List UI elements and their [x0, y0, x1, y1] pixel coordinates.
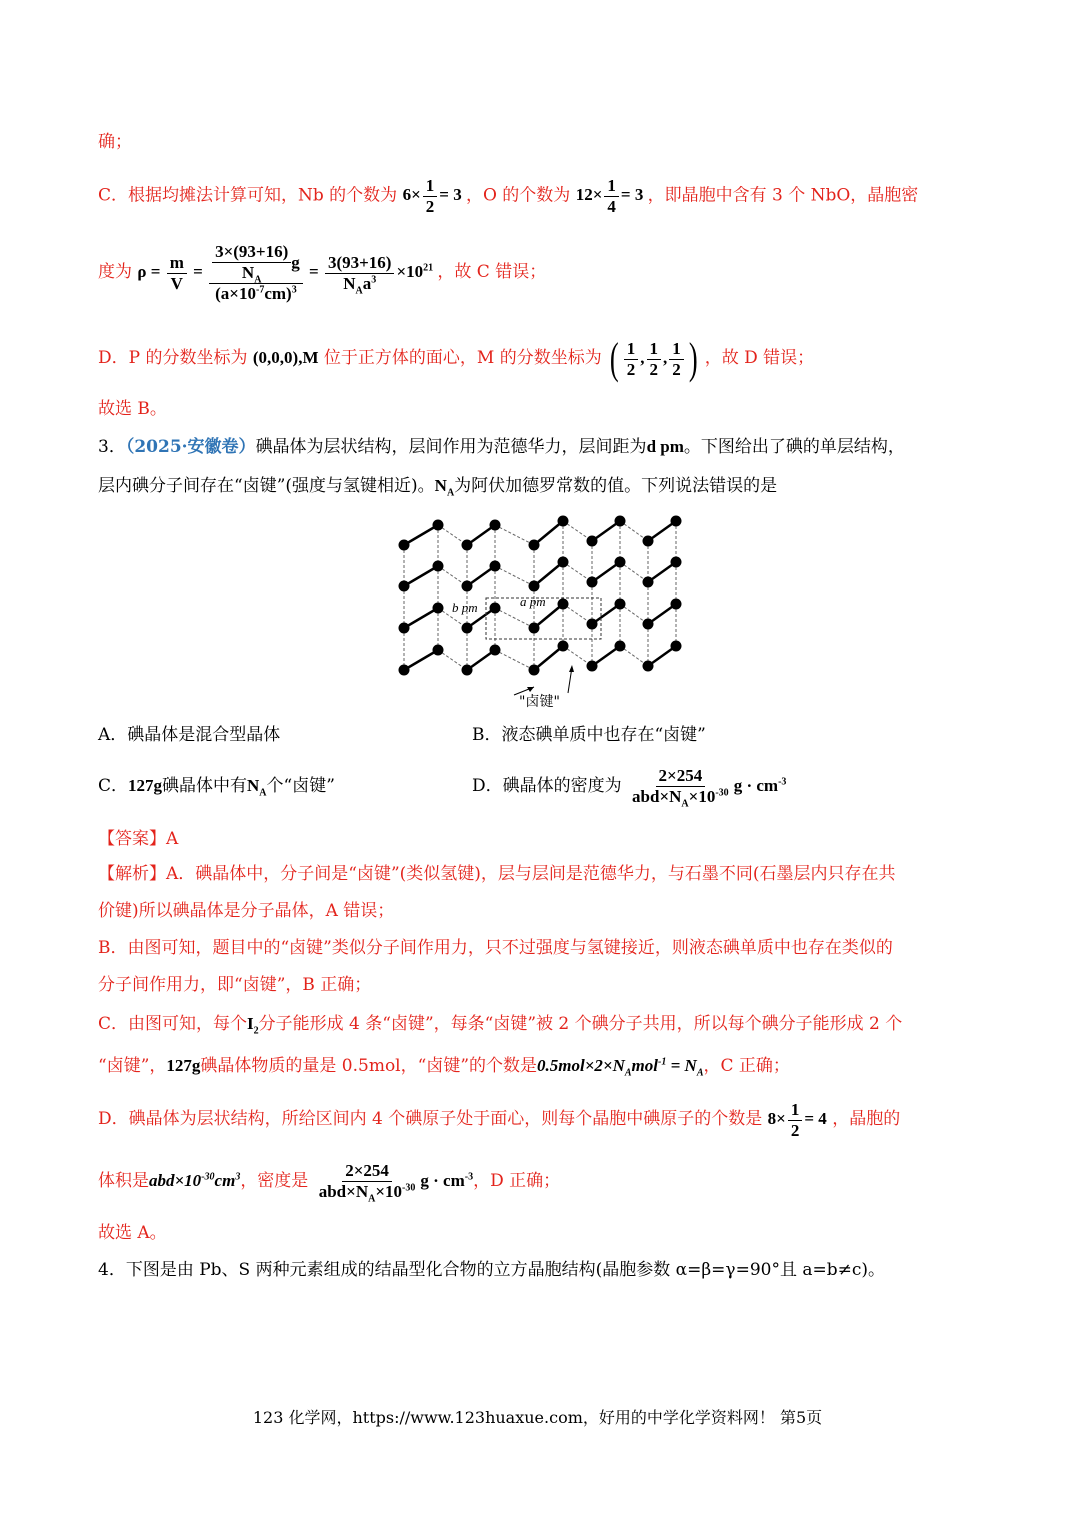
iodine-atom — [587, 661, 598, 672]
i2-bond — [534, 562, 563, 586]
i2-bond — [404, 608, 438, 628]
iodine-atom — [558, 516, 569, 527]
i2-bond — [534, 646, 563, 670]
halogen-bond-label: "卤键" — [519, 694, 560, 710]
i2-bond — [404, 566, 438, 586]
analysis-d-line2: 体积是$abd\times 10^{-30}cm^3$，密度是 $\frac{2\times 254}{abd\times N_A\times 10^{-30}}$ $g \cdot cm^{-3}$，D 正确； — [98, 1161, 561, 1205]
iodine-atom — [671, 557, 682, 568]
question-4: 4．下图是由 Pb、S 两种元素组成的结晶型化合物的立方晶胞结构(晶胞参数 α=β=γ=90°且 a=b≠c)。 — [98, 1260, 886, 1280]
iodine-atom — [643, 661, 654, 672]
answer-label: 【答案】A — [98, 829, 179, 849]
analysis-c-line1: C．由图可知，每个$I_2$分子能形成 4 条“卤键”，每条“卤键”被 2 个碘分子共用，所以每个碘分子能形成 2 个 — [98, 1014, 903, 1037]
iodine-atom — [462, 581, 473, 592]
iodine-atom — [615, 557, 626, 568]
iodine-atom — [643, 619, 654, 630]
page-footer: 123 化学网，https://www.123huaxue.com，好用的中学化学资料网！ 第5页 — [252, 1408, 823, 1427]
question-3-line1: 3．（2025·安徽卷）碘晶体为层状结构，层间作用为范德华力，层间距为d pm。下图给出了碘的单层结构， — [98, 437, 905, 457]
analysis-b-line1: B．由图可知，题目中的“卤键”类似分子间作用力，只不过强度与氢键接近，则液态碘单质中也存在类似的 — [98, 938, 893, 958]
iodine-atom — [433, 561, 444, 572]
iodine-atom — [433, 645, 444, 656]
iodine-layer-figure — [396, 515, 686, 710]
halogen-bond-line — [495, 525, 534, 545]
iodine-atom — [671, 641, 682, 652]
iodine-atom — [671, 599, 682, 610]
answer-c-line: C．根据均摊法计算可知，Nb 的个数为 6× $\frac{1}{2}$ = 3 ，O 的个数为 12× $\frac{1}{4}$ = 3 ，即晶胞中含有 3 个 NbO，晶胞密 — [98, 176, 919, 216]
iodine-atom — [529, 623, 540, 634]
iodine-atom — [490, 645, 501, 656]
analysis-b-line2: 分子间作用力，即“卤键”，B 正确； — [98, 975, 372, 995]
halogen-bond-line — [495, 566, 534, 586]
i2-bond — [534, 521, 563, 545]
iodine-atom — [615, 599, 626, 610]
option-d: D．碘晶体的密度为 $\frac{2\times 254}{abd\times N_A\times 10^{-30}}$ $g \cdot cm^{-3}$ — [472, 766, 787, 810]
iodine-atom — [399, 540, 410, 551]
o-calc: 12× $\frac{1}{4}$ = 3 — [575, 176, 644, 216]
question-source: （2025·安徽卷） — [125, 437, 256, 457]
iodine-atom — [433, 520, 444, 531]
iodine-atom — [643, 577, 654, 588]
nb-calc: 6× $\frac{1}{2}$ = 3 — [402, 176, 462, 216]
analysis-c-line2: “卤键”，127g碘晶体物质的量是 0.5mol，“卤键”的个数是$0.5mol\times 2\times N_Amol^{-1} = N_A$，C 正确； — [98, 1056, 790, 1079]
halogen-bond-line — [495, 650, 534, 670]
iodine-atom — [529, 665, 540, 676]
iodine-atom — [433, 603, 444, 614]
iodine-atom — [529, 581, 540, 592]
option-b: B．液态碘单质中也存在“卤键” — [472, 725, 706, 745]
iodine-atom — [529, 540, 540, 551]
iodine-atom — [558, 557, 569, 568]
density-formula: ρ = $\frac{m}{V}$ = $\frac{3\times(93+16)}{N_A}$ g $(a\times 10^{-7}cm)^3$ = $\frac{3(93+16)}{N_Aa^3}$ $\times 10^{21}$ — [137, 242, 434, 304]
option-a: A．碘晶体是混合型晶体 — [98, 725, 281, 745]
analysis-d-line1: D．碘晶体为层状结构，所给区间内 4 个碘原子处于面心，则每个晶胞中碘原子的个数是 8× $\frac{1}{2}$ = 4 ，晶胞的 — [98, 1099, 901, 1140]
i2-bond — [404, 650, 438, 670]
iodine-atom — [399, 581, 410, 592]
iodine-atom — [587, 536, 598, 547]
option-c: C．127g碘晶体中有$N_A$个“卤键” — [98, 776, 335, 799]
halogen-bond-line — [495, 608, 534, 628]
iodine-atom — [587, 577, 598, 588]
iodine-atom — [490, 520, 501, 531]
b-pm-label: b pm — [452, 600, 478, 615]
answer-continuation: 确； — [98, 132, 132, 152]
iodine-atom — [490, 603, 501, 614]
question-3-line2: 层内碘分子间存在“卤键”(强度与氢键相近)。$N_A$为阿伏加德罗常数的值。下列说法错误的是 — [98, 476, 778, 499]
iodine-atom — [671, 516, 682, 527]
density-formula-line: 度为 ρ = $\frac{m}{V}$ = $\frac{3\times(93+16)}{N_A}$ g $(a\times 10^{-7}cm)^3$ = $\frac{3(93+16)}{N_Aa^3}$ $\times 10^{21}$ ，故 C 错误； — [98, 242, 547, 304]
answer-d-line: D．P 的分数坐标为 (0,0,0),M 位于正方体的面心，M 的分数坐标为 ( $\frac{1}{2}$ , $\frac{1}{2}$ , $\frac{1}{2}$ ) ，故 D 错误； — [98, 334, 815, 384]
iodine-atom — [462, 665, 473, 676]
iodine-atom — [615, 641, 626, 652]
answer-choice-a: 故选 A。 — [98, 1223, 167, 1243]
analysis-a-line2: 价键)所以碘晶体是分子晶体，A 错误； — [98, 901, 395, 921]
iodine-atom — [462, 540, 473, 551]
iodine-atom — [462, 623, 473, 634]
iodine-atom — [643, 536, 654, 547]
iodine-atom — [558, 599, 569, 610]
analysis-a-line1: 【解析】A．碘晶体中，分子间是“卤键”(类似氢键)，层与层间是范德华力，与石墨不同(石墨层内只存在共 — [98, 864, 896, 884]
iodine-atom — [399, 665, 410, 676]
iodine-atom — [558, 641, 569, 652]
i2-bond — [404, 525, 438, 545]
m-coordinate: ( $\frac{1}{2}$ , $\frac{1}{2}$ , $\frac{1}{2}$ ) — [610, 334, 698, 384]
iodine-atom — [490, 561, 501, 572]
a-pm-label: a pm — [520, 594, 546, 609]
iodine-atom — [615, 516, 626, 527]
iodine-atom — [587, 619, 598, 630]
iodine-atom — [399, 623, 410, 634]
answer-choice-b: 故选 B。 — [98, 399, 167, 419]
